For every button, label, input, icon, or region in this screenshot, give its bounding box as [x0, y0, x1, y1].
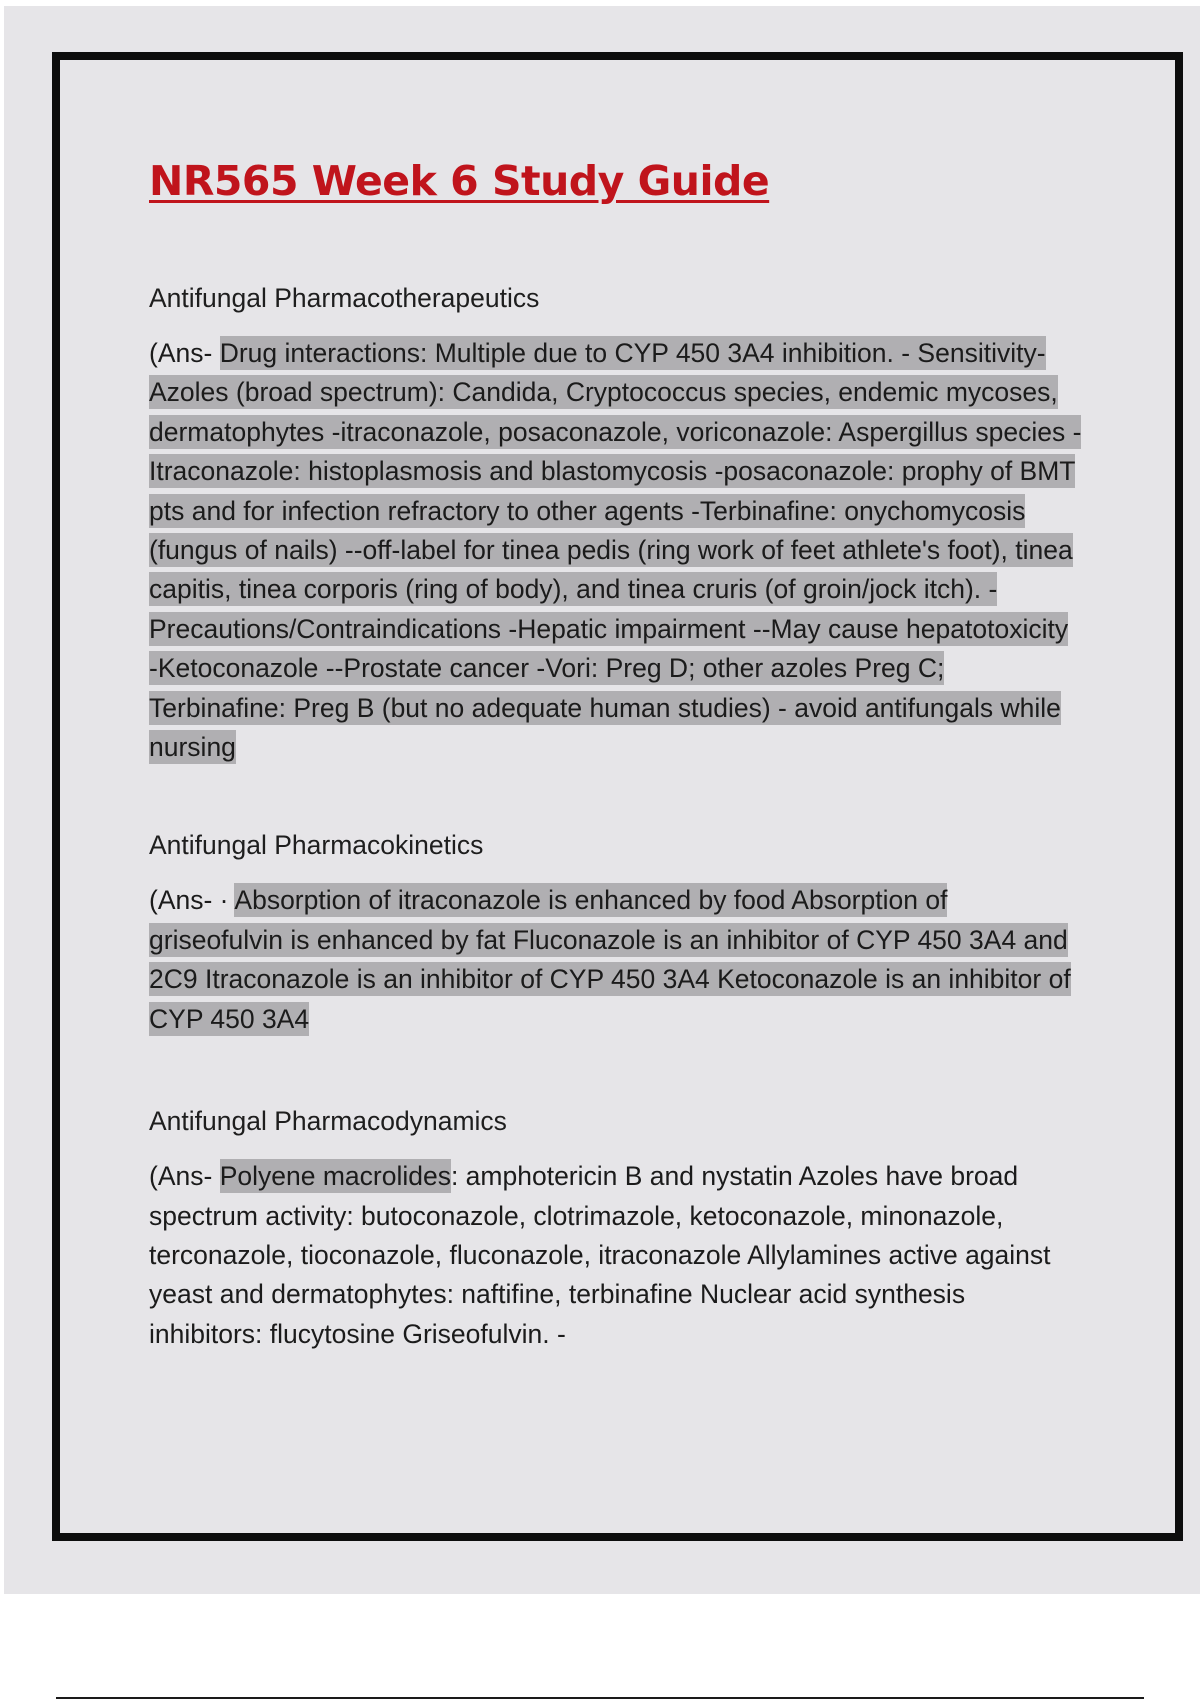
section-heading: Antifungal Pharmacotherapeutics — [149, 283, 540, 313]
document-content — [149, 150, 1084, 1414]
section-answer — [149, 1157, 1084, 1354]
section-heading: Antifungal Pharmacodynamics — [149, 1106, 507, 1137]
section-heading: Antifungal Pharmacokinetics — [149, 830, 484, 861]
answer-prefix: (Ans- · — [149, 885, 235, 916]
highlighted-text: Absorption of itraconazole is enhanced by food Absorption of griseofulvin is enhanced by fat Fluconazole is an inhibitor of CYP 450 3A4 and 2C9 Itraconazole is an inhibitor of CYP 450 3A4 Ketoconazole is an inhibitor of CYP 450 3A4 — [149, 885, 1071, 1034]
section-answer — [149, 334, 1084, 767]
section-pharmacotherapeutics — [149, 280, 1084, 767]
answer-rest: : amphotericin B and nystatin Azoles have broad spectrum activity: butoconazole, clotrimazole, ketoconazole, minonazole, terconazole, tioconazole, fluconazole, itraconazole Allylamines active against yeast and dermatophytes: naftifine, terbinafine Nuclear acid synthesis inhibitors: flucytosine Griseofulvin. - — [149, 1161, 1051, 1349]
document-title: NR565 Week 6 Study Guide — [149, 157, 770, 205]
bottom-rule — [56, 1697, 1144, 1699]
highlighted-text: Polyene macrolides — [219, 1161, 451, 1192]
section-pharmacokinetics — [149, 827, 1084, 1039]
answer-prefix: (Ans- — [149, 338, 220, 368]
answer-prefix: (Ans- — [149, 1161, 220, 1192]
section-pharmacodynamics — [149, 1103, 1084, 1354]
highlighted-text: Drug interactions: Multiple due to CYP 450 3A4 inhibition. - Sensitivity-Azoles (broad spectrum): Candida, Cryptococcus species, endemic mycoses, dermatophytes -itraconazole, posaconazole, voriconazole: Aspergillus species -Itraconazole: histoplasmosis and blastomycosis -posaconazole: prophy of BMT pts and for infection refractory to other agents -Terbinafine: onychomycosis (fungus of nails) --off-label for tinea pedis (ring work of feet athlete's foot), tinea capitis, tinea corporis (ring of body), and tinea cruris (of groin/jock itch). - Precautions/Contraindications -Hepatic impairment --May cause hepatotoxicity -Ketoconazole --Prostate cancer -Vori: Preg D; other azoles Preg C; Terbinafine: Preg B (but no adequate human studies) - avoid antifungals while nursing — [149, 338, 1082, 763]
section-answer — [149, 881, 1084, 1039]
